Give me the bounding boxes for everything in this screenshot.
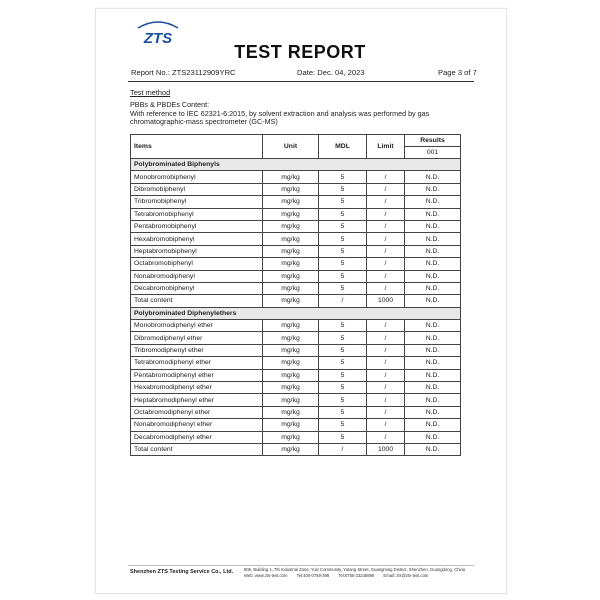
cell-unit: mg/kg — [263, 258, 319, 270]
cell-item: Monobromobiphenyl — [131, 171, 263, 183]
cell-unit: mg/kg — [263, 406, 319, 418]
section-title: Test method — [130, 88, 171, 97]
table-row — [131, 332, 461, 344]
cell-limit: / — [367, 196, 405, 208]
cell-result: N.D. — [405, 394, 461, 406]
cell-item: Octabromobiphenyl — [131, 258, 263, 270]
cell-limit: / — [367, 220, 405, 232]
footer-company: Shenzhen ZTS Testing Service Co., Ltd. — [130, 569, 234, 575]
cell-result: N.D. — [405, 344, 461, 356]
cell-item: Decabromodiphenyl ether — [131, 431, 263, 443]
page-title: TEST REPORT — [234, 42, 366, 62]
cell-limit: / — [367, 369, 405, 381]
cell-result: N.D. — [405, 245, 461, 257]
table-row — [131, 443, 461, 455]
footer-tel2: Tel:0755-23245890 — [338, 572, 375, 578]
cell-mdl: 5 — [319, 431, 367, 443]
cell-result: N.D. — [405, 196, 461, 208]
header-results: Results — [405, 135, 461, 147]
group-title: Polybrominated Diphenylethers — [131, 307, 461, 319]
cell-unit: mg/kg — [263, 357, 319, 369]
cell-item: Tetrabromodiphenyl ether — [131, 357, 263, 369]
footer-email: Email: zts@zts-test.com — [383, 572, 429, 578]
table-row — [131, 320, 461, 332]
cell-limit: / — [367, 233, 405, 245]
results-table — [130, 134, 461, 456]
cell-limit: / — [367, 282, 405, 294]
cell-limit: 1000 — [367, 295, 405, 307]
cell-unit: mg/kg — [263, 394, 319, 406]
cell-limit: / — [367, 394, 405, 406]
header-mdl: MDL — [319, 135, 367, 159]
table-row — [131, 282, 461, 294]
group-header-row — [131, 307, 461, 319]
cell-unit: mg/kg — [263, 295, 319, 307]
cell-mdl: 5 — [319, 406, 367, 418]
table-row — [131, 270, 461, 282]
cell-limit: 1000 — [367, 443, 405, 455]
table-row — [131, 344, 461, 356]
footer-web: Web: www.zts-test.com — [244, 572, 288, 578]
cell-unit: mg/kg — [263, 171, 319, 183]
table-row — [131, 394, 461, 406]
cell-result: N.D. — [405, 233, 461, 245]
report-date: Date: Dec. 04, 2023 — [297, 68, 365, 77]
table-row — [131, 369, 461, 381]
cell-result: N.D. — [405, 295, 461, 307]
header-unit: Unit — [263, 135, 319, 159]
cell-unit: mg/kg — [263, 196, 319, 208]
cell-item: Tribromodiphenyl ether — [131, 344, 263, 356]
cell-limit: / — [367, 183, 405, 195]
cell-limit: / — [367, 332, 405, 344]
cell-mdl: 5 — [319, 320, 367, 332]
cell-mdl: 5 — [319, 382, 367, 394]
table-row — [131, 258, 461, 270]
cell-limit: / — [367, 320, 405, 332]
method-line-1: PBBs & PBDEs Content: — [130, 100, 210, 109]
cell-result: N.D. — [405, 419, 461, 431]
cell-limit: / — [367, 208, 405, 220]
table-row — [131, 245, 461, 257]
cell-result: N.D. — [405, 183, 461, 195]
cell-mdl: 5 — [319, 171, 367, 183]
header-items: Items — [131, 135, 263, 159]
cell-limit: / — [367, 431, 405, 443]
cell-limit: / — [367, 406, 405, 418]
results-body — [131, 159, 461, 456]
group-header-row — [131, 159, 461, 171]
cell-item: Heptabromobiphenyl — [131, 245, 263, 257]
cell-item: Tetrabromobiphenyl — [131, 208, 263, 220]
cell-limit: / — [367, 419, 405, 431]
cell-unit: mg/kg — [263, 332, 319, 344]
cell-unit: mg/kg — [263, 443, 319, 455]
table-row — [131, 233, 461, 245]
header-limit: Limit — [367, 135, 405, 159]
cell-mdl: 5 — [319, 332, 367, 344]
cell-item: Total content — [131, 295, 263, 307]
cell-mdl: 5 — [319, 258, 367, 270]
cell-result: N.D. — [405, 258, 461, 270]
cell-limit: / — [367, 344, 405, 356]
cell-result: N.D. — [405, 282, 461, 294]
cell-item: Total content — [131, 443, 263, 455]
page-number: Page 3 of 7 — [438, 68, 477, 77]
table-row — [131, 406, 461, 418]
cell-item: Dibromodiphenyl ether — [131, 332, 263, 344]
cell-mdl: 5 — [319, 270, 367, 282]
table-row — [131, 357, 461, 369]
table-row — [131, 196, 461, 208]
cell-mdl: 5 — [319, 245, 367, 257]
cell-unit: mg/kg — [263, 208, 319, 220]
group-title: Polybrominated Biphenyls — [131, 159, 461, 171]
footer-address: 806, Building 1, 7th Industrial Zone, Yulv Community, Yutang Street, Guangming District, Shenzhen, Guangdong, China — [244, 567, 466, 572]
report-number: Report No.: ZTS23112909YRC — [131, 68, 236, 77]
cell-item: Monobromodiphenyl ether — [131, 320, 263, 332]
cell-mdl: 5 — [319, 394, 367, 406]
cell-mdl: / — [319, 295, 367, 307]
cell-mdl: 5 — [319, 183, 367, 195]
cell-mdl: 5 — [319, 208, 367, 220]
header-divider — [128, 81, 474, 82]
cell-limit: / — [367, 171, 405, 183]
table-row — [131, 382, 461, 394]
table-row — [131, 183, 461, 195]
cell-item: Dibromobiphenyl — [131, 183, 263, 195]
cell-unit: mg/kg — [263, 320, 319, 332]
cell-item: Heptabromodiphenyl ether — [131, 394, 263, 406]
cell-item: Tribromobiphenyl — [131, 196, 263, 208]
cell-result: N.D. — [405, 382, 461, 394]
cell-unit: mg/kg — [263, 183, 319, 195]
cell-unit: mg/kg — [263, 233, 319, 245]
cell-limit: / — [367, 245, 405, 257]
cell-item: Hexabromodiphenyl ether — [131, 382, 263, 394]
cell-mdl: 5 — [319, 220, 367, 232]
cell-unit: mg/kg — [263, 344, 319, 356]
cell-result: N.D. — [405, 369, 461, 381]
cell-limit: / — [367, 382, 405, 394]
cell-result: N.D. — [405, 443, 461, 455]
cell-result: N.D. — [405, 320, 461, 332]
cell-unit: mg/kg — [263, 270, 319, 282]
cell-mdl: 5 — [319, 196, 367, 208]
cell-unit: mg/kg — [263, 220, 319, 232]
cell-mdl: / — [319, 443, 367, 455]
method-description — [130, 101, 470, 127]
cell-result: N.D. — [405, 208, 461, 220]
cell-item: Nonabromodiphenyl ether — [131, 419, 263, 431]
cell-result: N.D. — [405, 270, 461, 282]
cell-limit: / — [367, 270, 405, 282]
cell-result: N.D. — [405, 406, 461, 418]
cell-item: Pentabromobiphenyl — [131, 220, 263, 232]
cell-item: Octabromodiphenyl ether — [131, 406, 263, 418]
cell-unit: mg/kg — [263, 419, 319, 431]
cell-mdl: 5 — [319, 233, 367, 245]
logo-text: ZTS — [143, 30, 173, 47]
cell-unit: mg/kg — [263, 382, 319, 394]
cell-mdl: 5 — [319, 419, 367, 431]
table-row — [131, 419, 461, 431]
table-row — [131, 295, 461, 307]
footer-address-block — [244, 567, 474, 578]
footer-divider — [128, 565, 474, 566]
cell-limit: / — [367, 258, 405, 270]
cell-limit: / — [367, 357, 405, 369]
cell-unit: mg/kg — [263, 245, 319, 257]
cell-result: N.D. — [405, 431, 461, 443]
cell-item: Nonabromodiphenyl — [131, 270, 263, 282]
method-line-2: With reference to IEC 62321-6:2015, by solvent extraction and analysis was performed by gas chromatographic-mass spectrometer (GC-MS) — [130, 108, 430, 127]
footer-tel: Tel:400-0759-398 — [296, 572, 330, 578]
table-row — [131, 220, 461, 232]
cell-unit: mg/kg — [263, 282, 319, 294]
cell-unit: mg/kg — [263, 431, 319, 443]
table-row — [131, 431, 461, 443]
table-row — [131, 208, 461, 220]
cell-item: Pentabromodiphenyl ether — [131, 369, 263, 381]
table-row — [131, 171, 461, 183]
cell-item: Hexabromobiphenyl — [131, 233, 263, 245]
cell-result: N.D. — [405, 220, 461, 232]
cell-result: N.D. — [405, 357, 461, 369]
cell-mdl: 5 — [319, 282, 367, 294]
cell-item: Decabromobiphenyl — [131, 282, 263, 294]
cell-mdl: 5 — [319, 369, 367, 381]
cell-result: N.D. — [405, 171, 461, 183]
cell-mdl: 5 — [319, 344, 367, 356]
cell-unit: mg/kg — [263, 369, 319, 381]
cell-mdl: 5 — [319, 357, 367, 369]
cell-result: N.D. — [405, 332, 461, 344]
header-sample-id: 001 — [405, 147, 461, 159]
